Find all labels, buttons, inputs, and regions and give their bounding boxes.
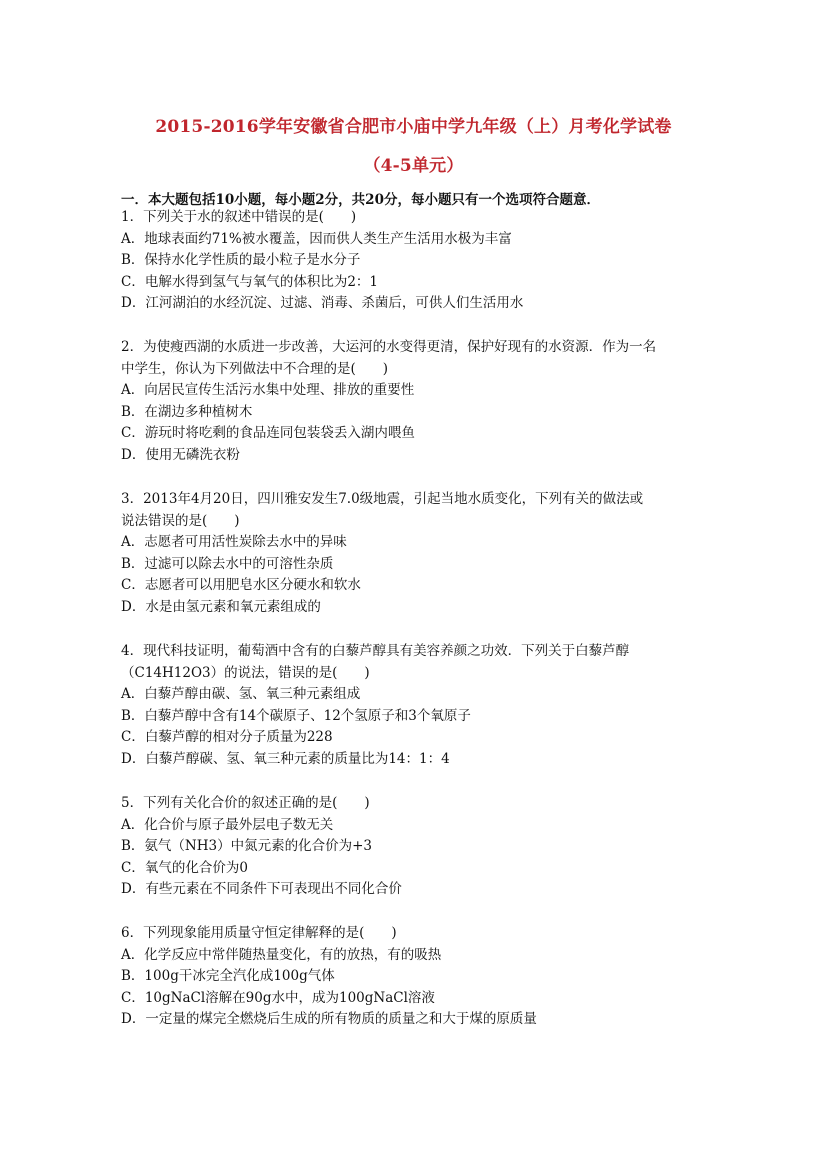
option-d: D．水是由氢元素和氧元素组成的: [121, 598, 321, 615]
option-d: D．江河湖泊的水经沉淀、过滤、消毒、杀菌后，可供人们生活用水: [121, 295, 524, 311]
option-d: D．使用无磷洗衣粉: [121, 446, 240, 463]
option-d: D．白藜芦醇碳、氢、氧三种元素的质量比为14：1：4: [121, 750, 450, 767]
option-b: B．100g干冰完全汽化成100g气体: [121, 968, 335, 984]
section-heading: 一．本大题包括10小题，每小题2分，共20分，每小题只有一个选项符合题意．: [121, 192, 600, 208]
option-c: C．白藜芦醇的相对分子质量为228: [121, 729, 333, 745]
option-c: C．志愿者可以用肥皂水区分硬水和软水: [121, 577, 361, 593]
question-4: [121, 641, 711, 770]
question-stem: 2．为使瘦西湖的水质进一步改善，大运河的水变得更清，保护好现有的水资源．作为一名: [121, 339, 657, 355]
question-1: [121, 207, 711, 315]
option-c: C．10gNaCl溶解在90g水中，成为100gNaCl溶液: [121, 989, 435, 1006]
option-a: A．志愿者可用活性炭除去水中的异味: [121, 534, 347, 550]
option-a: A．白藜芦醇由碳、氢、氧三种元素组成: [121, 686, 361, 702]
option-c: C．电解水得到氢气与氧气的体积比为2：1: [121, 273, 379, 290]
option-d: D．一定量的煤完全燃烧后生成的所有物质的质量之和大于煤的原质量: [121, 1011, 537, 1027]
question-stem: 6．下列现象能用质量守恒定律解释的是( ): [121, 925, 397, 941]
option-b: B．过滤可以除去水中的可溶性杂质: [121, 555, 334, 572]
question-2: [121, 337, 711, 466]
option-a: A．地球表面约71%被水覆盖，因而供人类生产生活用水极为丰富: [121, 230, 512, 247]
option-c: C．游玩时将吃剩的食品连同包装袋丢入湖内喂鱼: [121, 425, 415, 441]
option-b: B．在湖边多种植树木: [121, 403, 253, 420]
question-stem: 4．现代科技证明，葡萄酒中含有的白藜芦醇具有美容养颜之功效．下列关于白藜芦醇: [121, 643, 630, 659]
option-b: B．氨气（NH3）中氮元素的化合价为+3: [121, 838, 372, 854]
exam-title: 2015-2016学年安徽省合肥市小庙中学九年级（上）月考化学试卷: [155, 117, 672, 137]
option-c: C．氧气的化合价为0: [121, 859, 248, 876]
question-stem-cont: （C14H12O3）的说法，错误的是( ): [121, 664, 370, 681]
question-3: [121, 489, 711, 618]
question-stem-cont: 说法错误的是( ): [121, 512, 240, 529]
exam-subtitle: （4-5单元）: [363, 156, 464, 176]
question-stem: 3．2013年4月20日，四川雅安发生7.0级地震，引起当地水质变化，下列有关的做法或: [121, 491, 644, 507]
option-b: B．白藜芦醇中含有14个碳原子、12个氢原子和3个氧原子: [121, 707, 471, 724]
option-b: B．保持水化学性质的最小粒子是水分子: [121, 252, 361, 268]
question-stem: 1．下列关于水的叙述中错误的是( ): [121, 209, 357, 225]
option-a: A．化学反应中常伴随热量变化，有的放热，有的吸热: [121, 946, 442, 963]
question-6: [121, 923, 711, 1031]
question-stem-cont: 中学生，你认为下列做法中不合理的是( ): [121, 360, 389, 377]
question-5: [121, 793, 711, 901]
option-a: A．向居民宣传生活污水集中处理、排放的重要性: [121, 382, 415, 398]
option-d: D．有些元素在不同条件下可表现出不同化合价: [121, 881, 402, 897]
question-stem: 5．下列有关化合价的叙述正确的是( ): [121, 795, 370, 811]
option-a: A．化合价与原子最外层电子数无关: [121, 816, 334, 833]
